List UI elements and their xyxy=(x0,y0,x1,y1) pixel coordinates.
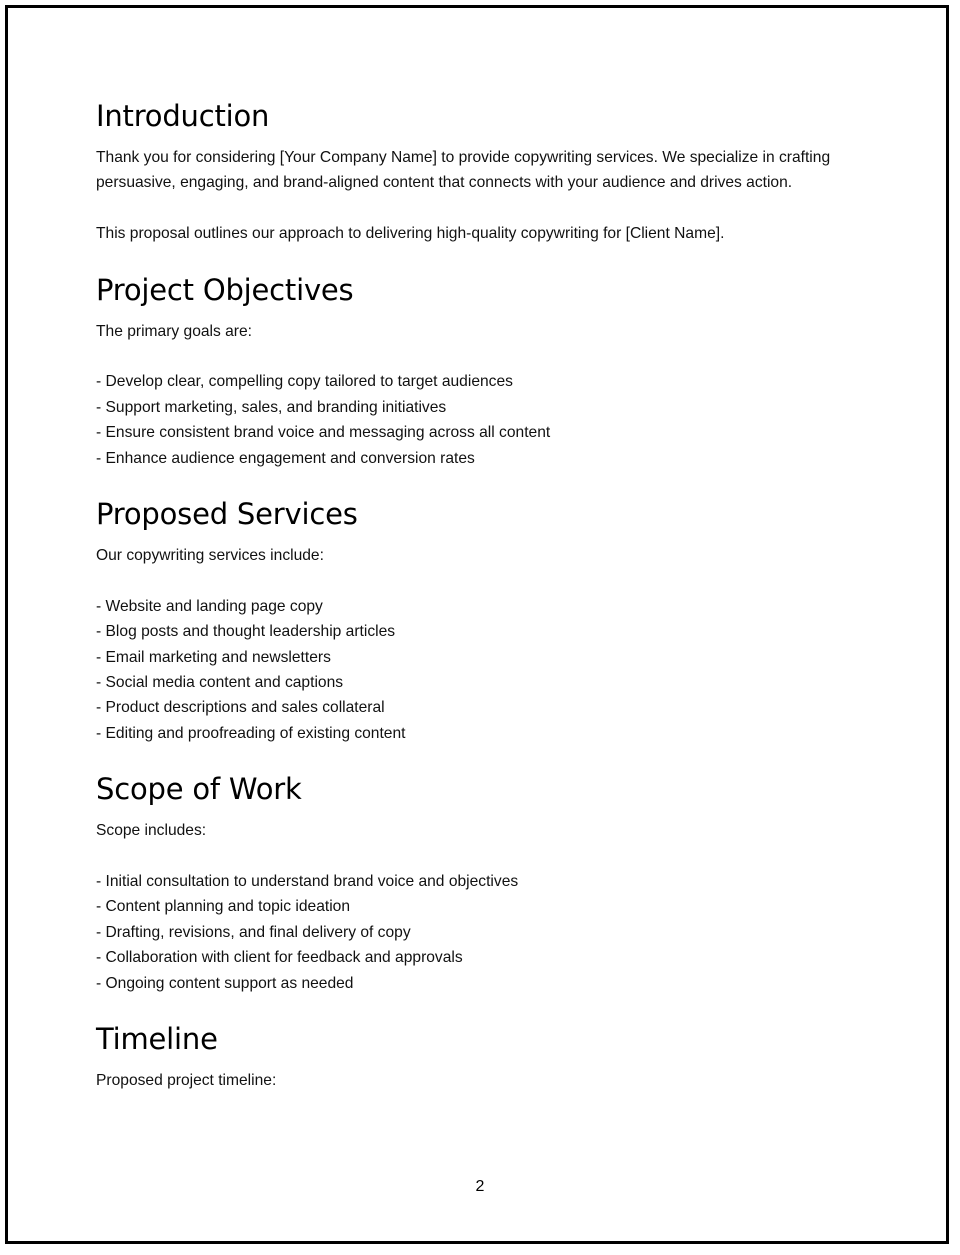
services-intro: Our copywriting services include: xyxy=(96,547,324,565)
introduction-section xyxy=(96,96,866,247)
objectives-heading: Project Objectives xyxy=(96,272,354,307)
scope-heading: Scope of Work xyxy=(96,772,302,807)
services-section xyxy=(96,494,866,746)
introduction-paragraph: Thank you for considering [Your Company Name] to provide copywriting services. We specialize in crafting persuasive, engaging, and brand-aligned content that connects with your audience and drives action. xyxy=(96,149,831,192)
introduction-heading: Introduction xyxy=(96,99,270,133)
list-item: - Website and landing page copy xyxy=(96,597,323,615)
spacer xyxy=(96,568,866,593)
list-item: - Blog posts and thought leadership articles xyxy=(96,623,396,641)
list-item: - Initial consultation to understand brand voice and objectives xyxy=(96,873,519,891)
services-list xyxy=(96,594,866,746)
scope-intro: Scope includes: xyxy=(96,822,207,840)
list-item: - Ensure consistent brand voice and messaging across all content xyxy=(96,424,551,442)
list-item: - Product descriptions and sales collateral xyxy=(96,699,385,717)
scope-list xyxy=(96,869,866,996)
list-item: - Editing and proofreading of existing content xyxy=(96,724,406,742)
list-item: - Enhance audience engagement and conversion rates xyxy=(96,449,475,467)
section-spacer xyxy=(96,247,866,270)
timeline-heading: Timeline xyxy=(96,1022,218,1057)
section-spacer xyxy=(96,471,866,494)
introduction-paragraph: This proposal outlines our approach to delivering high-quality copywriting for [Client Name]. xyxy=(96,225,725,243)
timeline-intro: Proposed project timeline: xyxy=(96,1072,277,1090)
scope-section xyxy=(96,769,866,996)
list-item: - Collaboration with client for feedback and approvals xyxy=(96,949,463,967)
services-heading: Proposed Services xyxy=(96,497,358,532)
list-item: - Develop clear, compelling copy tailored to target audiences xyxy=(96,373,513,391)
section-spacer xyxy=(96,996,866,1019)
document-body xyxy=(96,96,866,1094)
list-item: - Support marketing, sales, and branding initiatives xyxy=(96,398,447,416)
timeline-section xyxy=(96,1019,866,1093)
list-item: - Drafting, revisions, and final delivery of copy xyxy=(96,923,411,941)
spacer xyxy=(96,844,866,869)
spacer xyxy=(96,196,866,221)
list-item: - Content planning and topic ideation xyxy=(96,898,351,916)
section-spacer xyxy=(96,746,866,769)
objectives-list xyxy=(96,369,866,471)
objectives-intro: The primary goals are: xyxy=(96,322,252,340)
list-item: - Ongoing content support as needed xyxy=(96,974,354,992)
list-item: - Email marketing and newsletters xyxy=(96,648,331,666)
objectives-section xyxy=(96,270,866,471)
spacer xyxy=(96,344,866,369)
page-number: 2 xyxy=(475,1178,485,1195)
list-item: - Social media content and captions xyxy=(96,674,344,692)
